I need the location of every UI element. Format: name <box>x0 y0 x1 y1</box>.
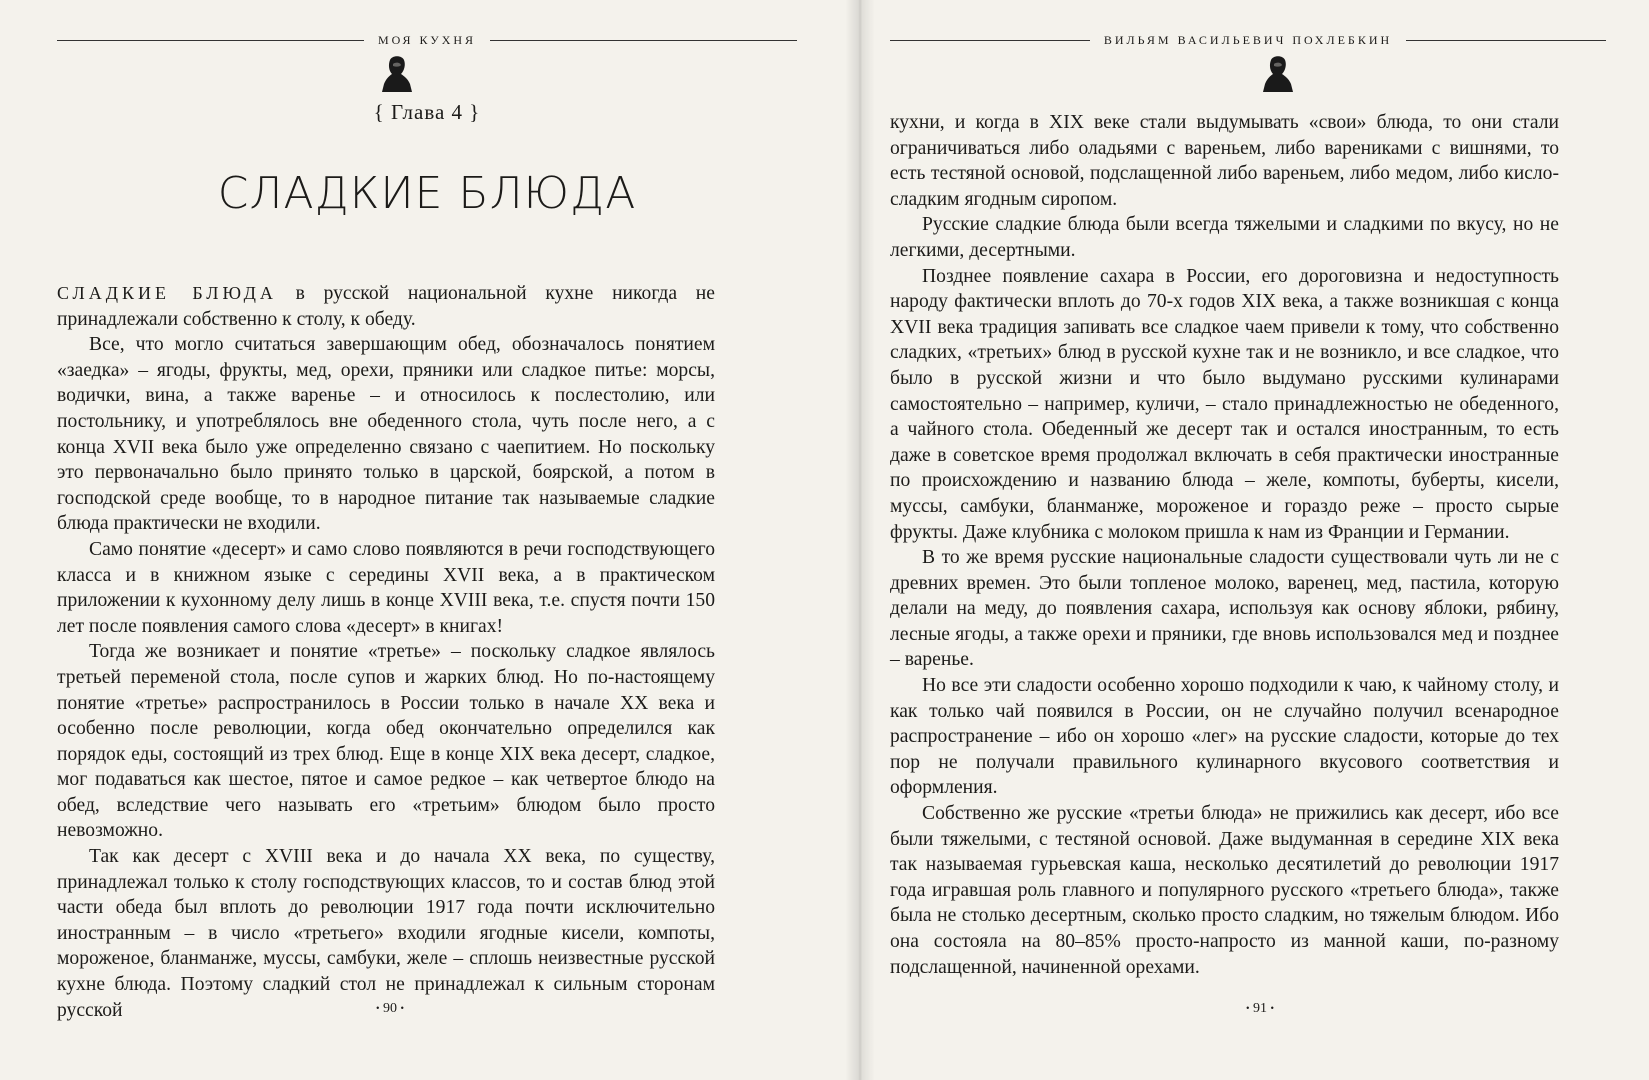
paragraph: Само понятие «десерт» и само слово появляются в речи господствующего класса и в книжном языке с середины XVII века, а в практическом приложении к кухонному делу лишь в конце XVIII века, т.е. спустя почти 150 лет после появления самого слова «десерт» в книгах! <box>57 538 715 637</box>
chapter-label: { Глава 4 } <box>373 100 481 124</box>
header-rule <box>490 40 797 41</box>
left-body-text <box>57 281 715 1023</box>
paragraph: Собственно же русские «третьи блюда» не прижились как десерт, ибо все были тяжелыми, с тестяной основой. Даже выдуманная в середине XIX века так называемая гурьевская каша, несколько десятилетий до революции 1917 года игравшая роль главного и популярного русского «третьего блюда», также была не столько десертным, сколько просто сладким, но тяжелым блюдом. Ибо она состояла на 80–85% просто-напросто из манной каши, по-разному подслащенной, начиненной орехами. <box>890 803 1559 978</box>
right-body-text <box>890 110 1559 980</box>
paragraph: кухни, и когда в XIX веке стали выдумывать «свои» блюда, то они стали ограничиваться либо оладьями с вареньем, либо варениками с вишнями, то есть тестяной основой, подслащенной либо вареньем, либо медом, либо кисло-сладким ягодным сиропом. <box>890 112 1559 210</box>
paragraph-text: в русской национальной кухне никогда не принадлежали собственно к столу, к обеду. <box>57 283 715 330</box>
chapter-title: СЛАДКИЕ БЛЮДА <box>217 168 637 219</box>
page-number: 91 <box>1253 1001 1267 1016</box>
page-number-right: • 91 • <box>1245 1001 1275 1016</box>
paragraph <box>57 281 715 332</box>
header-rule <box>890 40 1090 41</box>
running-head-right <box>890 28 1606 52</box>
author-portrait-icon <box>1259 54 1295 94</box>
lead-word: СЛАДКИЕ БЛЮДА <box>57 283 277 303</box>
paragraph: Русские сладкие блюда были всегда тяжелыми и сладкими по вкусу, но не легкими, десертными. <box>890 214 1559 261</box>
page-number: 90 <box>383 1001 397 1016</box>
paragraph: Все, что могло считаться завершающим обед, обозначалось понятием «заедка» – ягоды, фрукты, мед, орехи, пряники или сладкое питье: морсы, водички, вина, а также варенье – и относилось к послестолию, или постольнику, и употреблялось вне обеденного стола, чуть после него, а с конца XVII века было уже определенно связано с чаепитием. Но поскольку это первоначально было принято только в царской, боярской, а потом в господской среде вообще, то в народное питание так называемые сладкие блюда практически не входили. <box>57 334 715 535</box>
author-portrait-icon <box>378 54 414 94</box>
paragraph: Но все эти сладости особенно хорошо подходили к чаю, к чайному столу, и как только чай появился в России, он не случайно получил всенародное распространение – ибо он хорошо «лег» на русские сладости, которые до тех пор не получали правильного кулинарного вкусового соответствия и оформления. <box>890 675 1559 799</box>
right-page <box>860 0 1649 1080</box>
running-head-title: МОЯ КУХНЯ <box>377 32 477 47</box>
paragraph: Позднее появление сахара в России, его дороговизна и недоступность народу фактически вплоть до 70-х годов XIX века, а также возникшая с конца XVII века традиция запивать все сладкое чаем привели к тому, что собственно сладких, «третьих» блюд в русской кухне так и не возникло, и все сладкое, что было в русской жизни и что было выдумано русскими кулинарами самостоятельно – например, куличи, – стало принадлежностью не обеденного, а чайного стола. Обеденный же десерт так и остался иностранным, то есть даже в советское время продолжал включать в себя практически иностранные по происхождению и названию блюда – желе, компоты, буберты, кисели, муссы, самбуки, бланманже, мороженое и гораздо реже – просто сырые фрукты. Даже клубника с молоком пришла к нам из Франции и Германии. <box>890 265 1559 543</box>
paragraph: В то же время русские национальные сладости существовали чуть ли не с древних времен. Это были топленое молоко, варенец, мед, пастила, которую делали на меду, до появления сахара, используя как основу яблоки, рябину, лесные ягоды, а также орехи и пряники, где вновь использовался мед и позднее – варенье. <box>890 547 1559 671</box>
running-head-author: ВИЛЬЯМ ВАСИЛЬЕВИЧ ПОХЛЕБКИН <box>1103 32 1393 47</box>
paragraph: Так как десерт с XVIII века и до начала XX века, по существу, принадлежал только к столу господствующих классов, то и состав блюд этой части обеда был вплоть до революции 1917 года почти исключительно иностранным – в число «третьего» входили ягодные кисели, компоты, мороженое, бланманже, муссы, самбуки, желе – сплошь неизвестные русской кухне блюда. Поэтому сладкий стол не принадлежал к сильным сторонам русской <box>57 846 715 1021</box>
paragraph: Тогда же возникает и понятие «третье» – поскольку сладкое являлось третьей переменой стола, после супов и жарких блюд. Но по-настоящему понятие «третье» распространилось в России только в начале XX века и особенно после революции, когда обед окончательно определился как порядок еды, состоящий из трех блюд. Еще в конце XIX века десерт, сладкое, мог подаваться как шестое, пятое и самое редкое – как четвертое блюдо на обед, вследствие чего называть его «третьим» блюдом было просто невозможно. <box>57 641 715 842</box>
page-number-left: • 90 • <box>375 1001 405 1016</box>
header-rule <box>57 40 364 41</box>
header-rule <box>1406 40 1606 41</box>
running-head-left <box>57 28 797 52</box>
